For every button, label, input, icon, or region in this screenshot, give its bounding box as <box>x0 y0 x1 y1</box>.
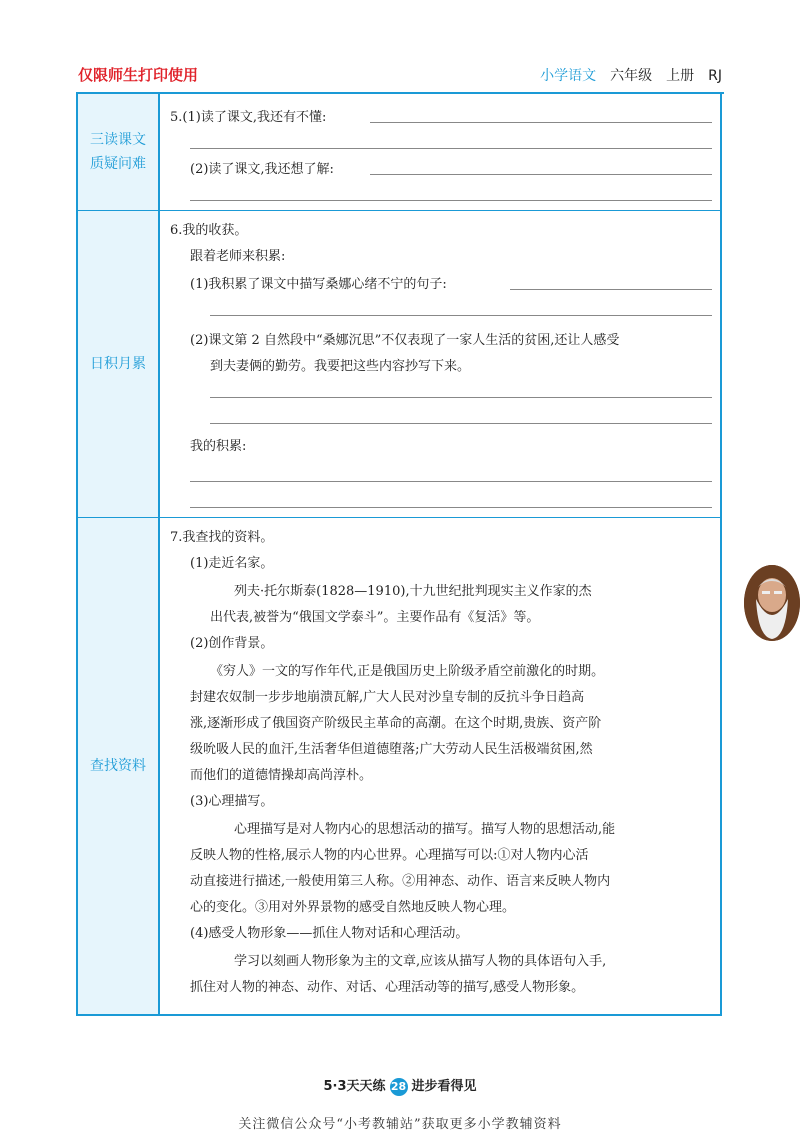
page-number: 28 <box>390 1078 408 1096</box>
section-label: 日积月累 <box>78 211 160 517</box>
answer-line[interactable] <box>190 200 712 201</box>
question-6-1: (1)我积累了课文中描写桑娜心绪不宁的句子: <box>190 277 447 292</box>
question-5-1: 5.(1)读了课文,我还有不懂: <box>170 110 327 125</box>
heading-author: (1)走近名家。 <box>190 556 274 571</box>
answer-line[interactable] <box>210 315 712 316</box>
psychology-line3: 动直接进行描述,一般使用第三人称。②用神态、动作、语言来反映人物内 <box>190 874 611 889</box>
psychology-line4: 心的变化。③用对外界景物的感受自然地反映人物心理。 <box>190 900 516 915</box>
question-6: 6.我的收获。 <box>170 223 248 238</box>
slogan: 进步看得见 <box>411 1079 477 1094</box>
answer-line[interactable] <box>210 423 712 424</box>
page-footer <box>0 1075 800 1096</box>
heading-character: (4)感受人物形象——抓住人物对话和心理活动。 <box>190 926 469 941</box>
section-content <box>160 518 720 1014</box>
subject: 小学语文 <box>540 68 597 84</box>
background-line3: 涨,逐渐形成了俄国资产阶级民主革命的高潮。在这个时期,贵族、资产阶 <box>190 716 602 731</box>
question-6-2-line1: (2)课文第 2 自然段中“桑娜沉思”不仅表现了一家人生活的贫困,还让人感受 <box>190 333 620 348</box>
section-question-reading <box>78 94 720 210</box>
heading-psychology: (3)心理描写。 <box>190 794 274 809</box>
edition: RJ <box>708 68 722 84</box>
answer-line[interactable] <box>190 507 712 508</box>
section-label: 三读课文 质疑问难 <box>78 94 160 210</box>
answer-line[interactable] <box>210 397 712 398</box>
character-line1: 学习以刻画人物形象为主的文章,应该从描写人物的具体语句入手, <box>234 954 607 969</box>
question-5-2: (2)读了课文,我还想了解: <box>190 162 334 177</box>
grade: 六年级 <box>610 68 653 84</box>
section-label: 查找资料 <box>78 518 160 1014</box>
question-7: 7.我查找的资料。 <box>170 530 274 545</box>
character-line2: 抓住对人物的神态、动作、对话、心理活动等的描写,感受人物形象。 <box>190 980 585 995</box>
print-notice: 仅限师生打印使用 <box>78 66 199 84</box>
follow-teacher: 跟着老师来积累: <box>190 249 286 264</box>
psychology-line2: 反映人物的性格,展示人物的内心世界。心理描写可以:①对人物内心活 <box>190 848 589 863</box>
answer-line[interactable] <box>370 122 712 123</box>
question-6-2-line2: 到夫妻俩的勤劳。我要把这些内容抄写下来。 <box>210 359 471 374</box>
heading-background: (2)创作背景。 <box>190 636 274 651</box>
promo-note: 关注微信公众号“小考教辅站”获取更多小学教辅资料 <box>238 1117 562 1132</box>
section-content <box>160 211 720 517</box>
answer-line[interactable] <box>190 481 712 482</box>
worksheet-table <box>76 94 722 1016</box>
author-line2: 出代表,被誉为“俄国文学泰斗”。主要作品有《复活》等。 <box>210 610 540 625</box>
section-research <box>78 517 720 1014</box>
book-info <box>540 65 722 85</box>
volume: 上册 <box>666 68 695 84</box>
answer-line[interactable] <box>370 174 712 175</box>
brand: 5·3天天练 <box>323 1079 386 1094</box>
tolstoy-portrait <box>744 565 800 641</box>
author-line1: 列夫·托尔斯泰(1828—1910),十九世纪批判现实主义作家的杰 <box>234 584 592 599</box>
background-line1: 《穷人》一文的写作年代,正是俄国历史上阶级矛盾空前激化的时期。 <box>210 664 605 679</box>
answer-line[interactable] <box>510 289 712 290</box>
background-line5: 而他们的道德情操却高尚淳朴。 <box>190 768 373 783</box>
psychology-line1: 心理描写是对人物内心的思想活动的描写。描写人物的思想活动,能 <box>234 822 616 837</box>
answer-line[interactable] <box>190 148 712 149</box>
background-line2: 封建农奴制一步步地崩溃瓦解,广大人民对沙皇专制的反抗斗争日趋高 <box>190 690 585 705</box>
background-line4: 级吮吸人民的血汗,生活奢华但道德堕落;广大劳动人民生活极端贫困,然 <box>190 742 593 757</box>
my-accumulation-label: 我的积累: <box>190 439 247 454</box>
section-accumulation <box>78 210 720 517</box>
section-content <box>160 94 720 210</box>
